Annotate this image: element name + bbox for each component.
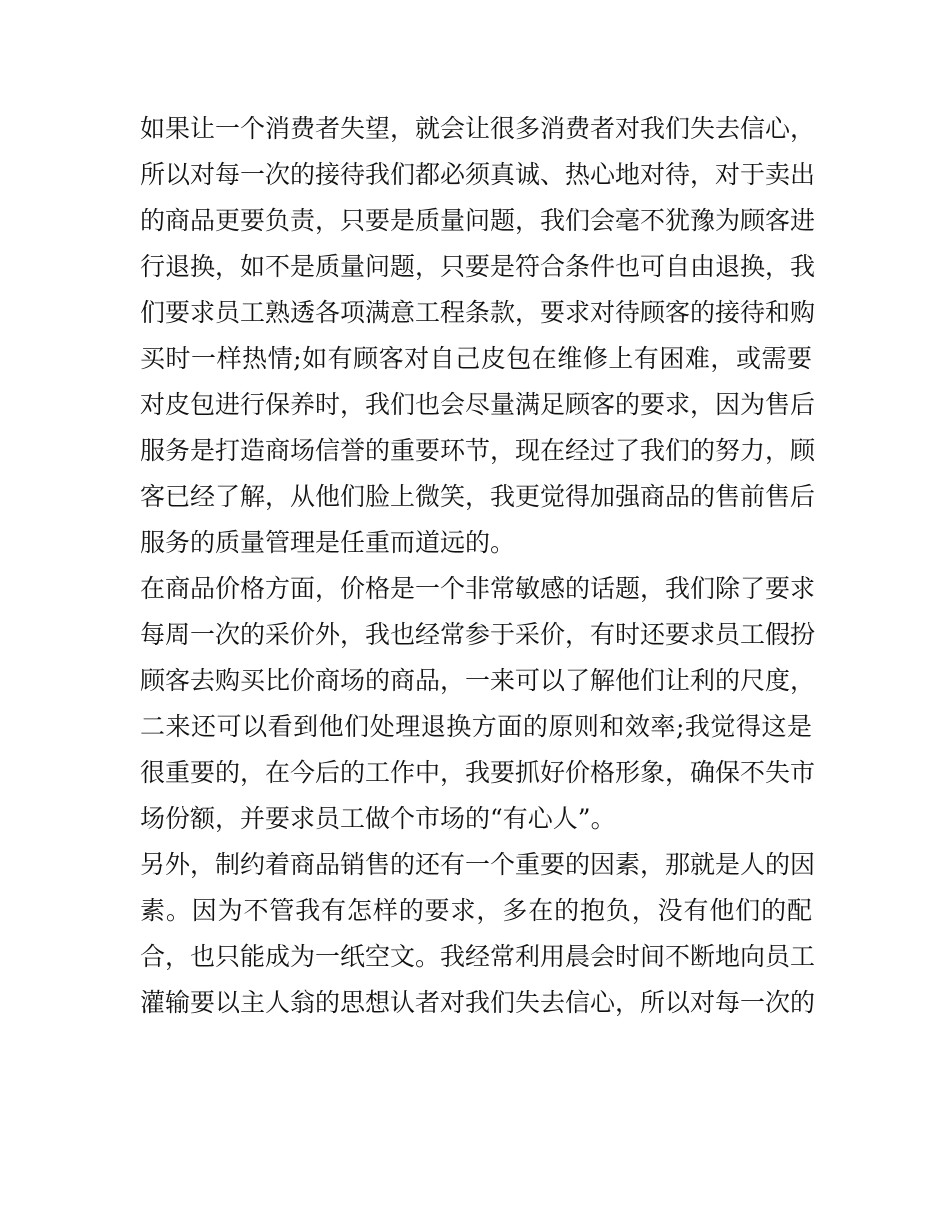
text-line: 们要求员工熟透各项满意工程条款，要求对待顾客的接待和购: [140, 298, 816, 327]
text-line: 客已经了解，从他们脸上微笑，我更觉得加强商品的售前售后: [140, 482, 816, 511]
text-line: 行退换，如不是质量问题，只要是符合条件也可自由退换，我: [140, 252, 816, 281]
text-line: 所以对每一次的接待我们都必须真诚、热心地对待，对于卖出: [140, 160, 816, 189]
text-line: 如果让一个消费者失望，就会让很多消费者对我们失去信心，: [140, 114, 816, 143]
text-line: 买时一样热情;如有顾客对自己皮包在维修上有困难，或需要: [140, 344, 812, 373]
text-line: 二来还可以看到他们处理退换方面的原则和效率;我觉得这是: [140, 712, 812, 741]
document-body: [140, 106, 816, 1026]
text-line: 服务的质量管理是任重而道远的。: [140, 528, 516, 557]
text-line: 服务是打造商场信誉的重要环节，现在经过了我们的努力，顾: [140, 436, 816, 465]
text-line: 合，也只能成为一纸空文。我经常利用晨会时间不断地向员工: [140, 942, 816, 971]
text-line: 素。因为不管我有怎样的要求，多在的抱负，没有他们的配: [140, 896, 812, 925]
text-line: 另外，制约着商品销售的还有一个重要的因素，那就是人的因: [140, 850, 816, 879]
text-line: 场份额，并要求员工做个市场的“有心人”。: [140, 804, 616, 833]
paragraph-staff: [140, 842, 816, 1026]
text-line: 对皮包进行保养时，我们也会尽量满足顾客的要求，因为售后: [140, 390, 816, 419]
paragraph-after-sales: [140, 106, 816, 566]
text-line: 灌输要以主人翁的思想认者对我们失去信心，所以对每一次的: [140, 988, 816, 1017]
text-line: 顾客去购买比价商场的商品，一来可以了解他们让利的尺度，: [140, 666, 816, 695]
text-line: 很重要的，在今后的工作中，我要抓好价格形象，确保不失市: [140, 758, 816, 787]
text-line: 在商品价格方面，价格是一个非常敏感的话题，我们除了要求: [140, 574, 816, 603]
text-line: 的商品更要负责，只要是质量问题，我们会毫不犹豫为顾客进: [140, 206, 816, 235]
text-line: 每周一次的采价外，我也经常参于采价，有时还要求员工假扮: [140, 620, 816, 649]
paragraph-pricing: [140, 566, 816, 842]
